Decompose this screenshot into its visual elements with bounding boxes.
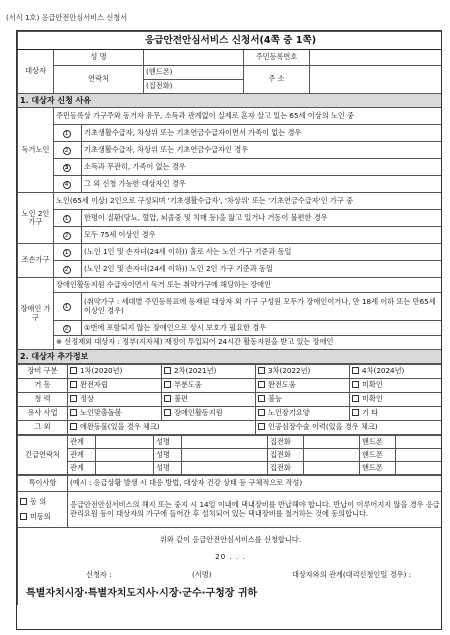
form-table [17,31,442,364]
mobile-label: 핸드폰 [360,462,396,475]
option-number: 4 [63,181,71,189]
option-text: (취약가구 : 세대별 주민등록표에 등재된 대상자 외 가구 구성원 모두가 장애인이거나, 만 18세 이하 또는 만65세 이상인 경우) [82,293,443,321]
option-number: 2 [63,325,71,333]
option-number: 1 [63,303,71,311]
home-phone-label: 집전화 [268,449,304,462]
option-text: 기초생활수급자, 차상위 또는 기초연금수급자이면서 가족이 없는 경우 [82,125,443,142]
option-radio[interactable] [54,321,82,336]
name-label: 성 명 [54,50,144,66]
home-phone-label: 집전화 [268,462,304,475]
rrn-field[interactable] [310,50,443,66]
contact-name-field[interactable] [182,449,268,462]
option-number: 1 [63,215,71,223]
heart-surgery-option[interactable]: 인공심장수술 이력(있을 경우 체크) [256,421,443,435]
contact-name-field[interactable] [182,436,268,449]
agree-option[interactable]: 동 의 [20,498,65,506]
checkbox[interactable] [70,423,77,430]
option-radio[interactable] [54,261,82,278]
option-text: (노인 1인 및 손자녀(24세 이하)) 홀로 사는 노인 가구 기준과 동일 [82,244,443,261]
similar-program-option[interactable]: 노인장기요양 [256,407,350,421]
application-date[interactable]: 20 . . . [215,552,246,562]
grandparent-label: 조손가구 [18,244,54,278]
rrn-label: 주민등록번호 [244,50,310,66]
address-field[interactable] [310,66,443,94]
option-text: ①번에 포함되지 않는 장애인으로 상시 보호가 필요한 경우 [82,321,443,336]
special-label: 특이사항 [18,476,68,492]
checkbox[interactable] [258,381,265,388]
section2-title: 2. 대상자 추가정보 [18,350,443,364]
living-alone-label: 독거노인 [18,108,54,193]
checkbox[interactable] [20,498,27,505]
address-label: 주 소 [244,66,310,94]
checkbox[interactable] [70,367,77,374]
similar-program-option[interactable]: 기 타 [350,407,443,421]
contact-name-field[interactable] [182,462,268,475]
section1-title: 1. 대상자 신청 사유 [18,94,443,108]
checkbox[interactable] [352,395,359,402]
form-caption: (서식 1호) 응급안전안심서비스 신청서 [6,13,128,22]
form-title: 응급안전안심서비스 신청서(4쪽 중 1쪽) [18,32,443,50]
relation-label: 관계 [68,462,96,475]
mobile-field[interactable] [396,462,443,475]
elderly-couple-label: 노인 2인 가구 [18,193,54,244]
application-statement: 위와 같이 응급안전안심서비스를 신청합니다. [159,535,302,544]
mobility-label: 거 동 [18,379,68,393]
equipment-option[interactable]: 3차(2022년) [256,365,350,379]
living-alone-desc: 주민등록상 가구주와 동거자 유무, 소득과 관계없이 실제로 혼자 살고 있는 65세 이상의 노인 중 [54,108,443,125]
disabled-label: 장애인 가구 [18,278,54,350]
option-radio[interactable] [54,227,82,244]
disabled-desc: 장애인활동지원 수급자이면서 독거 또는 취약가구에 해당하는 장애인 [54,278,443,293]
home-phone-label: (집전화) [146,81,173,91]
mobile-label: 핸드폰 [360,436,396,449]
mobile-label: (핸드폰) [146,67,173,77]
mobile-field[interactable] [396,436,443,449]
extra-info-table [17,364,442,435]
checkbox[interactable] [352,367,359,374]
emergency-contact-table [17,435,442,475]
mobile-field[interactable] [144,66,244,80]
mobility-option[interactable]: 완전자립 [68,379,162,393]
signature-area [18,528,443,606]
option-radio[interactable] [54,159,82,176]
option-radio[interactable] [54,176,82,193]
relation-field[interactable] [96,449,154,462]
similar-program-option[interactable]: 장애인활동지원 [162,407,256,421]
mobile-field[interactable] [396,449,443,462]
mobility-option[interactable]: 부분도움 [162,379,256,393]
hearing-option[interactable]: 미확인 [350,393,443,407]
option-text: 모두 75세 이상인 경우 [82,227,443,244]
pet-option[interactable]: 애완동물(있을 경우 체크) [68,421,256,435]
mobile-label: 핸드폰 [360,449,396,462]
checkbox[interactable] [258,395,265,402]
hearing-label: 청 력 [18,393,68,407]
other-label: 그 외 [18,421,68,435]
option-number: 2 [63,266,71,274]
hearing-option[interactable]: 불능 [256,393,350,407]
contact-name-label: 성명 [154,436,182,449]
option-radio[interactable] [54,293,82,321]
option-text: 소득과 무관히, 가족이 없는 경우 [82,159,443,176]
applicant-field-label[interactable]: 신청자 : [86,569,112,579]
option-radio[interactable] [54,142,82,159]
application-form [16,30,442,630]
option-text: 기초생활수급자, 차상위 또는 기초연금수급자인 경우 [82,142,443,159]
mobility-option[interactable]: 완전도움 [256,379,350,393]
contact-label: 연락처 [54,66,144,94]
checkbox[interactable] [352,381,359,388]
option-radio[interactable] [54,210,82,227]
equipment-option[interactable]: 1차(2020년) [68,365,162,379]
checkbox[interactable] [258,367,265,374]
option-radio[interactable] [54,125,82,142]
contact-name-label: 성명 [154,449,182,462]
checkbox[interactable] [70,409,77,416]
mobility-option[interactable]: 미확인 [350,379,443,393]
hearing-option[interactable]: 불편 [162,393,256,407]
special-field[interactable]: (예시 : 응급상황 발생 시 대응 방법, 대상자 건강 상태 등 구체적으로 작성) [68,476,443,492]
checkbox[interactable] [258,409,265,416]
exclusion-note: ※ 선정제외 대상자 : 정부(지자체) 재정이 투입되어 24시간 활동지원을 받고 있는 장애인 [54,336,443,350]
relation-field-label[interactable]: 대상자와의 관계(대리신청인일 경우) : [291,569,411,579]
consent-text: 응급안전안심서비스의 해지 또는 중지 시 14일 이내에 댁내장비를 반납해야 합니다. 반납이 이루어지지 않을 경우 응급관리요원 등이 대상자의 가구에 들어간 후 설치되어 있는 댁내장비를 철거하는 것에 동의합니다. [68,492,443,528]
contact-name-label: 성명 [154,462,182,475]
relation-label: 관계 [68,436,96,449]
disagree-option[interactable]: 미동의 [20,513,65,521]
checkbox[interactable] [258,423,265,430]
sign-mark[interactable]: (서명) [192,569,212,579]
name-field[interactable] [144,50,244,66]
applicant-label: 대상자 [18,50,54,94]
checkbox[interactable] [164,381,171,388]
relation-label: 관계 [68,449,96,462]
similar-program-option[interactable]: 노인맞춤돌봄 [68,407,162,421]
checkbox[interactable] [20,513,27,520]
equipment-option[interactable]: 2차(2021년) [162,365,256,379]
equipment-option[interactable]: 4차(2024년) [350,365,443,379]
checkbox[interactable] [164,367,171,374]
relation-field[interactable] [96,436,154,449]
option-number: 2 [63,147,71,155]
option-number: 2 [63,232,71,240]
special-consent-table [17,475,442,605]
home-phone-field[interactable] [304,449,360,462]
option-number: 3 [63,164,71,172]
home-phone-label: 집전화 [268,436,304,449]
home-phone-field[interactable] [304,462,360,475]
hearing-option[interactable]: 정상 [68,393,162,407]
checkbox[interactable] [164,395,171,402]
emergency-label: 긴급연락처 [18,436,68,475]
similar-program-label: 유사 사업 [18,407,68,421]
checkbox[interactable] [70,381,77,388]
option-radio[interactable] [54,244,82,261]
option-text: 한명이 질환(당뇨, 혈압, 뇌졸중 및 치매 등)을 앓고 있거나 거동이 불편한 경우 [82,210,443,227]
option-text: 그 외 신청 가능한 대상자인 경우 [82,176,443,193]
option-text: (노인 2인 및 손자녀(24세 이하)) 노인 2인 가구 기준과 동일 [82,261,443,278]
checkbox[interactable] [164,409,171,416]
home-phone-field[interactable] [304,436,360,449]
checkbox[interactable] [352,409,359,416]
signature-line [22,571,439,579]
relation-field[interactable] [96,462,154,475]
option-number: 1 [63,130,71,138]
option-number: 1 [63,249,71,257]
checkbox[interactable] [70,395,77,402]
elderly-couple-desc: 노인(65세 이상) 2인으로 구성되며 '기초생활수급자', '차상위' 또는 '기초연금수급자'인 가구 중 [54,193,443,210]
equipment-label: 장비 구분 [18,365,68,379]
authority-recipient: 특별자치시장·특별자치도지사·시장·군수·구청장 귀하 [26,587,258,599]
consent-options [18,492,68,528]
home-phone-field[interactable] [144,80,244,94]
